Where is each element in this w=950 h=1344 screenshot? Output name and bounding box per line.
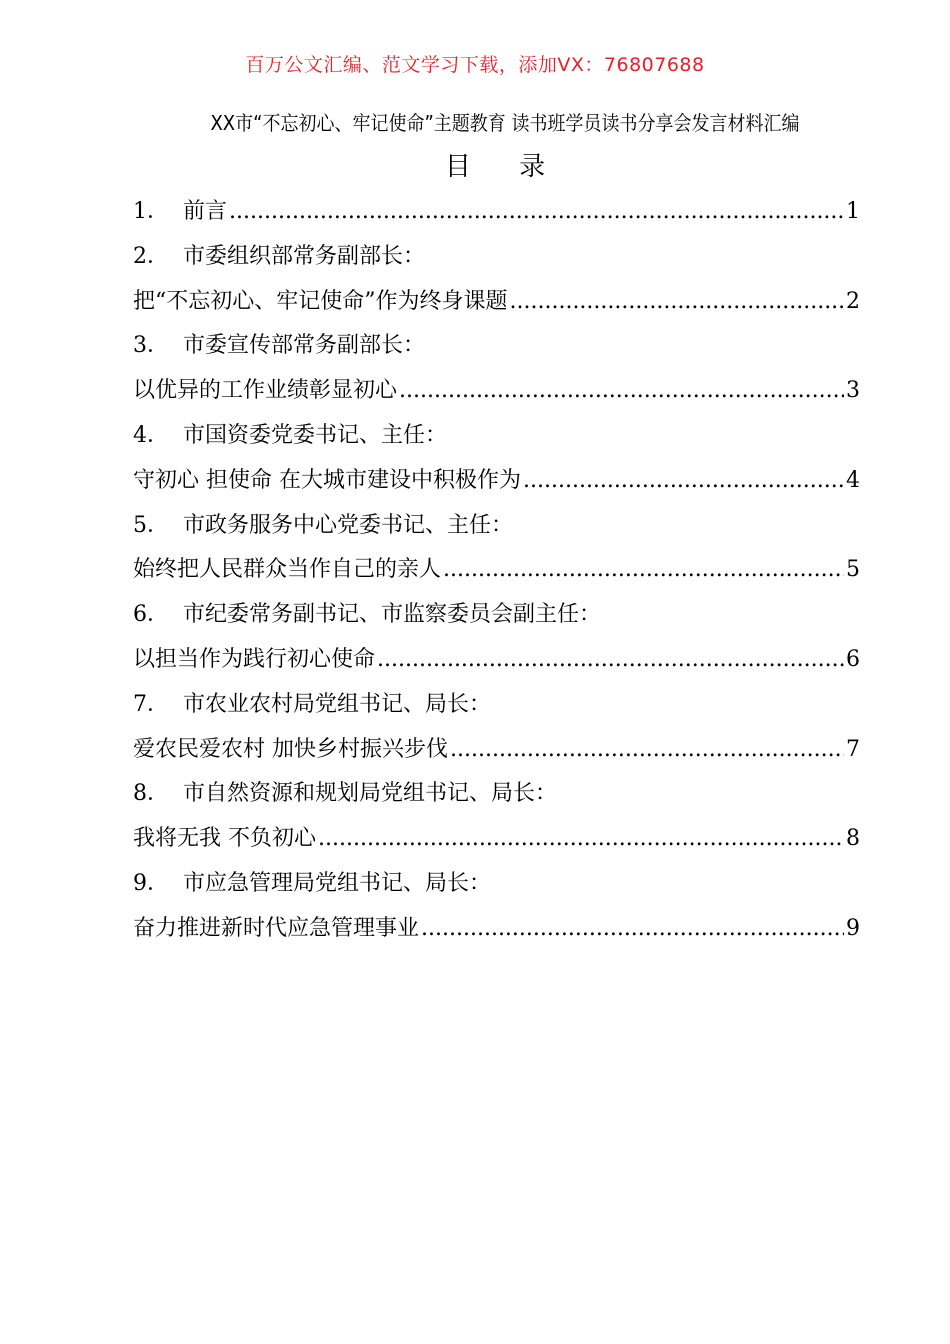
toc-number: 9． [133,870,169,896]
toc-speaker: 市国资委党委书记、主任： [183,422,448,448]
document-title: XX市“不忘初心、牢记使命”主题教育 读书班学员读书分享会发言材料汇编 [210,111,800,135]
toc-leader [399,369,844,414]
toc-title: 以担当作为践行初心使命 [133,646,376,672]
toc-number: 8． [133,781,169,807]
toc-page-number: 3 [846,378,860,404]
toc-title: 我将无我 不负初心 [133,826,316,852]
toc-section-heading [133,683,860,728]
toc-number: 3． [133,333,169,359]
toc-title: 奋力推进新时代应急管理事业 [133,915,420,941]
toc-section-heading [133,504,860,549]
toc-page-number: 2 [846,288,860,314]
toc-leader [443,548,844,593]
toc-speaker: 市自然资源和规划局党组书记、局长： [183,781,558,807]
toc-number: 6． [133,602,169,628]
header-banner: 百万公文汇编、范文学习下载，添加VX：76807688 [245,54,705,76]
toc-speaker: 市应急管理局党组书记、局长： [183,870,492,896]
toc-section-heading [133,593,860,638]
toc-speaker: 市农业农村局党组书记、局长： [183,691,492,717]
toc-number: 2． [133,243,169,269]
toc-title: 前言 [183,199,228,224]
toc-number: 5． [133,512,169,538]
toc-number: 1． [133,199,169,224]
toc-number: 4． [133,422,169,448]
toc-entry[interactable] [133,548,860,593]
toc-leader [421,907,844,952]
toc-section-heading [133,324,860,369]
toc-heading: 目 录 [444,152,566,182]
table-of-contents [133,190,860,952]
toc-entry[interactable] [133,907,860,952]
toc-entry[interactable] [133,190,860,235]
toc-title: 以优异的工作业绩彰显初心 [133,378,398,404]
toc-entry[interactable] [133,459,860,504]
toc-entry[interactable] [133,817,860,862]
toc-section-heading [133,772,860,817]
toc-leader [523,459,844,504]
toc-leader [450,728,844,773]
toc-speaker: 市委宣传部常务副部长： [183,333,426,359]
toc-title: 爱农民爱农村 加快乡村振兴步伐 [133,736,448,762]
toc-entry[interactable] [133,728,860,773]
toc-leader [229,190,844,235]
toc-entry[interactable] [133,280,860,325]
toc-entry[interactable] [133,369,860,414]
toc-title: 始终把人民群众当作自己的亲人 [133,557,442,583]
toc-leader [377,638,844,683]
toc-leader [510,280,845,325]
toc-number: 7． [133,691,169,717]
toc-page-number: 5 [846,557,860,583]
toc-section-heading [133,862,860,907]
toc-page-number: 8 [846,826,860,852]
toc-speaker: 市政务服务中心党委书记、主任： [183,512,514,538]
toc-page-number: 7 [846,736,860,762]
toc-page-number: 6 [846,646,860,672]
toc-title: 把“不忘初心、牢记使命”作为终身课题 [133,288,508,314]
toc-section-heading [133,235,860,280]
toc-leader [318,817,844,862]
toc-speaker: 市纪委常务副书记、市监察委员会副主任： [183,602,602,628]
toc-title: 守初心 担使命 在大城市建设中积极作为 [133,467,521,493]
toc-speaker: 市委组织部常务副部长： [183,243,426,269]
toc-page-number: 1 [846,199,860,224]
toc-page-number: 9 [846,915,860,941]
toc-entry[interactable] [133,638,860,683]
toc-section-heading [133,414,860,459]
toc-page-number: 4 [846,467,860,493]
